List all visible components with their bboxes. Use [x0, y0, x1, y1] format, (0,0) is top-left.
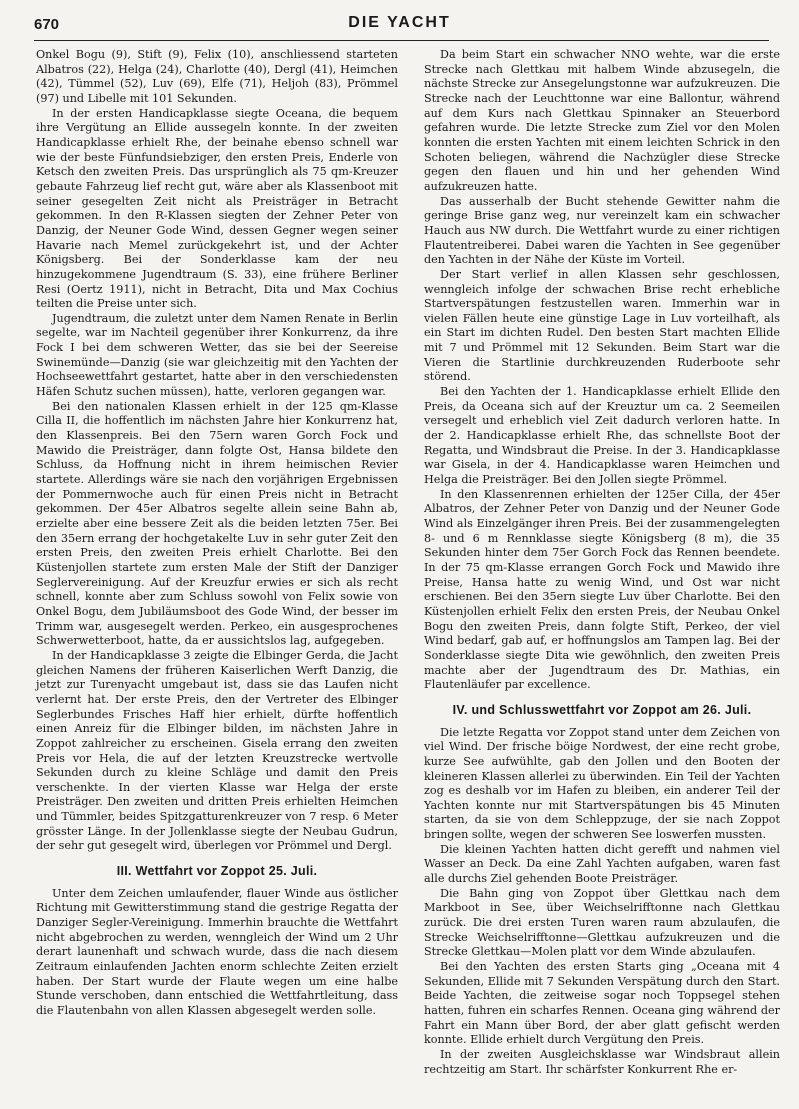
section-heading: IV. und Schlusswettfahrt vor Zoppot am 26. Juli. — [452, 702, 752, 717]
paragraph: Unter dem Zeichen umlaufender, flauer Winde aus östlicher Richtung mit Gewitterstimmung stand die gestrige Regatta der Danziger Segler-Vereinigung. Immerhin brauchte die Wettfahrt nicht abgebrochen zu werden, wenngleich der Wind um 2 Uhr derart launenhaft und schwach wurde, dass die nach diesem Zeitraum einlaufenden Jachten enorm schlechte Zeiten erzielt haben. Der Start wurde der Flaute wegen um eine halbe Stunde verschoben, dann entschied die Wettfahrtleitung, dass die Flautenbahn von allen Klassen abgesegelt werden solle. — [36, 886, 398, 1017]
paragraph: Der Start verlief in allen Klassen sehr geschlossen, wenngleich infolge der schwachen Brise recht erhebliche Startverspätungen festzustellen waren. Immerhin war in vielen Fällen heute eine günstige Lage in Luv vorteilhaft, als ein Start im dichten Rudel. Den besten Start machten Ellide mit 7 und Prömmel mit 12 Sekunden. Beim Start war die Vieren die Startlinie durchkreuzenden Ruderboote sehr störend. — [424, 267, 780, 384]
header-rule — [34, 40, 769, 41]
paragraph: Bei den Yachten des ersten Starts ging „Oceana mit 4 Sekunden, Ellide mit 7 Sekunden Verspätung durch den Start. Beide Yachten, die zeitweise sogar noch Toppsegel stehen hatten, fuhren ein scharfes Rennen. Oceana ging während der Fahrt ein Mann über Bord, der aber glatt gefischt werden konnte. Ellide erhielt durch Vergütung den Preis. — [424, 960, 780, 1047]
paragraph: Jugendtraum, die zuletzt unter dem Namen Renate in Berlin segelte, war im Nachteil gegenüber ihrer Konkurrenz, da ihre Fock I bei dem schweren Wetter, das sie bei der Seereise Swinemünde—Danzig (sie war gleichzeitig mit den Yachten der Hochseewettfahrt gestartet, hatte aber in den verschiedensten Häfen Schutz suchen müssen), hatte, verloren gegangen war. — [36, 311, 398, 399]
paragraph: Bei den Yachten der 1. Handicapklasse erhielt Ellide den Preis, da Oceana sich auf der Kreuztur um ca. 2 Seemeilen versegelt und erheblich viel Zeit dadurch verloren hatte. In der 2. Handicapklasse erhielt Rhe, das schnellste Boot der Regatta, und Windsbraut die Preise. In der 3. Handicapklasse war Gisela, in der 4. Handicapklasse waren Heimchen und Helga die Preisträger. Bei den Jollen siegte Prömmel. — [424, 385, 780, 487]
left-column — [36, 48, 398, 1019]
paragraph: Bei den nationalen Klassen erhielt in der 125 qm-Klasse Cilla II, die hoffentlich im nächsten Jahre hier Konkurrenz hat, den Klassenpreis. Bei den 75ern waren Gorch Fock und Mawido die Preisträger, dann folgte Ost, Hansa bildete den Schluss, da Hoffnung nicht in ihrem heimischen Revier startete. Allerdings wäre sie nach den vorjährigen Ergebnissen der Pommernwoche auch für einen Preis nicht in Betracht gekommen. Der 45er Albatros segelte allein seine Bahn ab, erzielte aber eine bessere Zeit als die beiden letzten 75er. Bei den 35ern errang der hochgetakelte Luv in sehr guter Zeit den ersten Preis, den zweiten Preis erhielt Charlotte. Bei den Küstenjollen startete zum ersten Male der Stift der Danziger Seglervereinigung. Auf der Kreuzfur erwies er sich als recht schnell, konnte aber zum Schluss sowohl von Felix sowie von Onkel Bogu, dem Jubiläumsboot des Gode Wind, der besser im Trimm war, ausgesegelt werden. Perkeo, ein ausgesprochenes Schwerwetterboot, hatte, da er aussichtslos lag, aufgegeben. — [36, 399, 398, 648]
paragraph: Onkel Bogu (9), Stift (9), Felix (10), anschliessend starteten Albatros (22), Helga (24), Charlotte (40), Dergl (41), Heimchen (42), Tümmel (52), Luv (69), Elfe (71), Heljoh (83), Prömmel (97) und Libelle mit 101 Sekunden. — [36, 48, 398, 105]
paragraph: Die kleinen Yachten hatten dicht gerefft und nahmen viel Wasser an Deck. Da eine Zahl Yachten aufgaben, waren fast alle durchs Ziel gehenden Boote Preisträger. — [424, 842, 780, 886]
paragraph: Das ausserhalb der Bucht stehende Gewitter nahm die geringe Brise ganz weg, nur vereinzelt kam ein schwacher Hauch aus NW durch. Die Wettfahrt wurde zu einer richtigen Flautentreiberei. Dabei waren die Yachten in See gegenüber den Yachten in der Nähe der Küste im Vorteil. — [424, 194, 780, 267]
paragraph: Die letzte Regatta vor Zoppot stand unter dem Zeichen von viel Wind. Der frische böige Nordwest, der eine recht grobe, kurze See aufwühlte, gab den Jollen und den Booten der kleineren Klassen allerlei zu überwinden. Ein Teil der Yachten zog es deshalb vor im Hafen zu bleiben, ein anderer Teil der Yachten konnte nur mit Startverspätungen bis 45 Minuten starten, da sie von dem Schleppzuge, der sie nach Zoppot bringen sollte, wegen der schweren See loswerfen mussten. — [424, 725, 780, 842]
paragraph: In der Handicapklasse 3 zeigte die Elbinger Gerda, die Jacht gleichen Namens der früheren Kaiserlichen Werft Danzig, die jetzt zur Turenyacht umgebaut ist, dass sie das Laufen nicht verlernt hat. Der erste Preis, den der Vertreter des Elbinger Seglerbundes Frisches Haff hier erhielt, dürfte hoffentlich einen Anreiz für die Elbinger bilden, im nächsten Jahre in Zoppot zahlreicher zu erscheinen. Gisela errang den zweiten Preis vor Hela, die auf der letzten Kreuzstrecke wertvolle Sekunden durch zu kleine Schläge und damit den Preis verschenkte. In der vierten Klasse war Helga der erste Preisträger. Den zweiten und dritten Preis erhielten Heimchen und Tümmler, beides Spitzgatturenkreuzer von 7 resp. 6 Meter grösster Länge. In der Jollenklasse siegte der Neubau Gudrun, der sehr gut gesegelt wird, überlegen vor Prömmel und Dergl. — [36, 648, 398, 853]
paragraph: In der ersten Handicapklasse siegte Oceana, die bequem ihre Vergütung an Ellide aussegeln konnte. In der zweiten Handicapklasse erhielt Rhe, der beinahe ebenso schnell war wie der beste Fünfundsiebziger, den ersten Preis, Enderle von Ketsch den zweiten Preis. Das ursprünglich als 75 qm-Kreuzer gebaute Fahrzeug lief recht gut, wäre aber als Klassenboot mit seiner gesegelten Zeit nicht als Preisträger in Betracht gekommen. In den R-Klassen siegten der Zehner Peter von Danzig, der Neuner Gode Wind, dessen Gegner wegen seiner Havarie nach Memel zurückgekehrt ist, und der Achter Königsberg. Bei der Sonderklasse kam der neu hinzugekommene Jugendtraum (S. 33), eine frühere Berliner Resi (Oertz 1911), nicht in Betracht, Dita und Max Cochius teilten die Preise unter sich. — [36, 106, 398, 311]
paragraph: In den Klassenrennen erhielten der 125er Cilla, der 45er Albatros, der Zehner Peter von Danzig und der Neuner Gode Wind als Einzelgänger ihren Preis. Bei der zusammengelegten 8- und 6 m Rennklasse siegte Königsberg (8 m), die 35 Sekunden hinter dem 75er Gorch Fock das Rennen beendete. In der 75 qm-Klasse errangen Gorch Fock und Mawido ihre Preise, Hansa hatte zu wenig Wind, und Ost war nicht erschienen. Bei den 35ern siegte Luv über Charlotte. Bei den Küstenjollen erhielt Felix den ersten Preis, der Neubau Onkel Bogu den zweiten Preis, dann folgte Stift, Perkeo, der viel Wind bedarf, gab auf, er hoffnungslos am Tampen lag. Bei der Sonderklasse siegte Dita wie gewöhnlich, den zweiten Preis machte aber der Jugendtraum des Dr. Mathias, ein Flautenläufer par excellence. — [424, 487, 780, 692]
paragraph: In der zweiten Ausgleichsklasse war Windsbraut allein rechtzeitig am Start. Ihr schärfster Konkurrent Rhe er- — [424, 1047, 780, 1076]
page-number: 670 — [34, 16, 60, 33]
paragraph: Die Bahn ging von Zoppot über Glettkau nach dem Markboot in See, über Weichselrifftonne nach Glettkau zurück. Die drei ersten Turen waren raum abzulaufen, die Strecke Weichselrifftonne—Glettkau aufzukreuzen und die Strecke Glettkau—Molen platt vor dem Winde abzulaufen. — [424, 886, 780, 959]
paragraph: Da beim Start ein schwacher NNO wehte, war die erste Strecke nach Glettkau mit halbem Winde abzusegeln, die nächste Strecke zur Ansegelungstonne war aufzukreuzen. Die Strecke nach der Leuchttonne war eine Ballontur, während auf dem Kurs nach Glettkau Spinnaker an Steuerbord gefahren wurde. Die letzte Strecke zum Ziel vor den Molen konnten die ersten Yachten mit einem leichten Schrick in den Schoten beliegen, während die Nachzügler diese Strecke gegen den flauen und hin und her gehenden Wind aufzukreuzen hatte. — [424, 48, 780, 193]
journal-title: DIE YACHT — [348, 14, 451, 31]
right-column — [424, 48, 780, 1077]
section-heading: III. Wettfahrt vor Zoppot 25. Juli. — [116, 864, 318, 879]
